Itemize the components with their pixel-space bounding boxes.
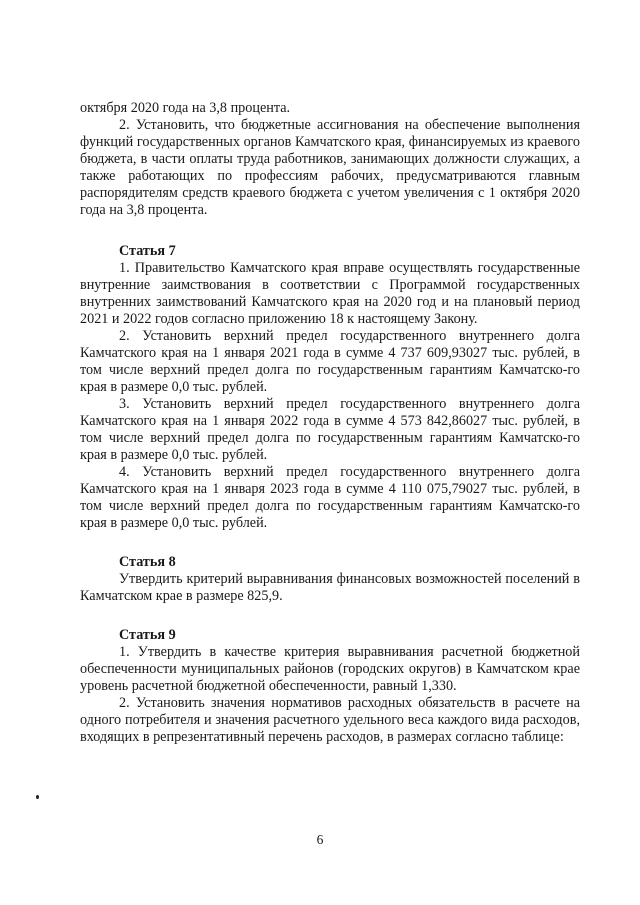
article-8-heading: Статья 8 (119, 554, 176, 570)
article-9-item-1: 1. Утвердить в качестве критерия выравнивания расчетной бюджетной обеспеченности муниципальных районов (городских округов) в Камчатском крае уровень расчетной бюджетной обеспеченности, равный 1,330. (80, 644, 580, 694)
article-8 (80, 554, 580, 605)
article-9 (80, 627, 580, 746)
article-7-heading: Статья 7 (119, 243, 176, 259)
spacer (80, 219, 580, 243)
article-7-item-3: 3. Установить верхний предел государственного внутреннего долга Камчатского края на 1 января 2022 года в сумме 4 573 842,86027 тыс. рублей, в том числе верхний предел долга по государственным гарантиям Камчатско-го края в размере 0,0 тыс. рублей. (80, 396, 580, 463)
article-7-item-4: 4. Установить верхний предел государственного внутреннего долга Камчатского края на 1 января 2023 года в сумме 4 110 075,79027 тыс. рублей, в том числе верхний предел долга по государственным гарантиям Камчатско-го края в размере 0,0 тыс. рублей. (80, 464, 580, 531)
scan-speck (36, 795, 39, 799)
article-8-item-1: Утвердить критерий выравнивания финансовых возможностей поселений в Камчатском крае в размере 825,9. (80, 571, 580, 604)
article-7-item-2: 2. Установить верхний предел государственного внутреннего долга Камчатского края на 1 января 2021 года в сумме 4 737 609,93027 тыс. рублей, в том числе верхний предел долга по государственным гарантиям Камчатско-го края в размере 0,0 тыс. рублей. (80, 328, 580, 395)
intro-paragraph: октября 2020 года на 3,8 процента. (80, 100, 291, 116)
page-number: 6 (316, 832, 324, 847)
article-9-heading: Статья 9 (119, 627, 176, 643)
article-7 (80, 243, 580, 532)
article-7-item-1: 1. Правительство Камчатского края вправе осуществлять государственные внутренние заимствования в соответствии с Программой государственных внутренних заимствований Камчатского края на 2020 год и на плановый период 2021 и 2022 годов согласно приложению 18 к настоящему Закону. (80, 260, 580, 327)
spacer (80, 532, 580, 554)
item-2-paragraph: 2. Установить, что бюджетные ассигнования на обеспечение выполнения функций государственных органов Камчатского края, финансируемых из краевого бюджета, в части оплаты труда работников, занимающих должности служащих, а также работающих по профессиям рабочих, предусматриваются главным распорядителям средств краевого бюджета с учетом увеличения с 1 октября 2020 года на 3,8 процента. (80, 117, 580, 218)
article-9-item-2: 2. Установить значения нормативов расходных обязательств в расчете на одного потребителя и значения расчетного удельного веса каждого вида расходов, входящих в репрезентативный перечень расходов, в размерах согласно таблице: (80, 695, 580, 745)
spacer (80, 605, 580, 627)
document-page (80, 100, 580, 746)
